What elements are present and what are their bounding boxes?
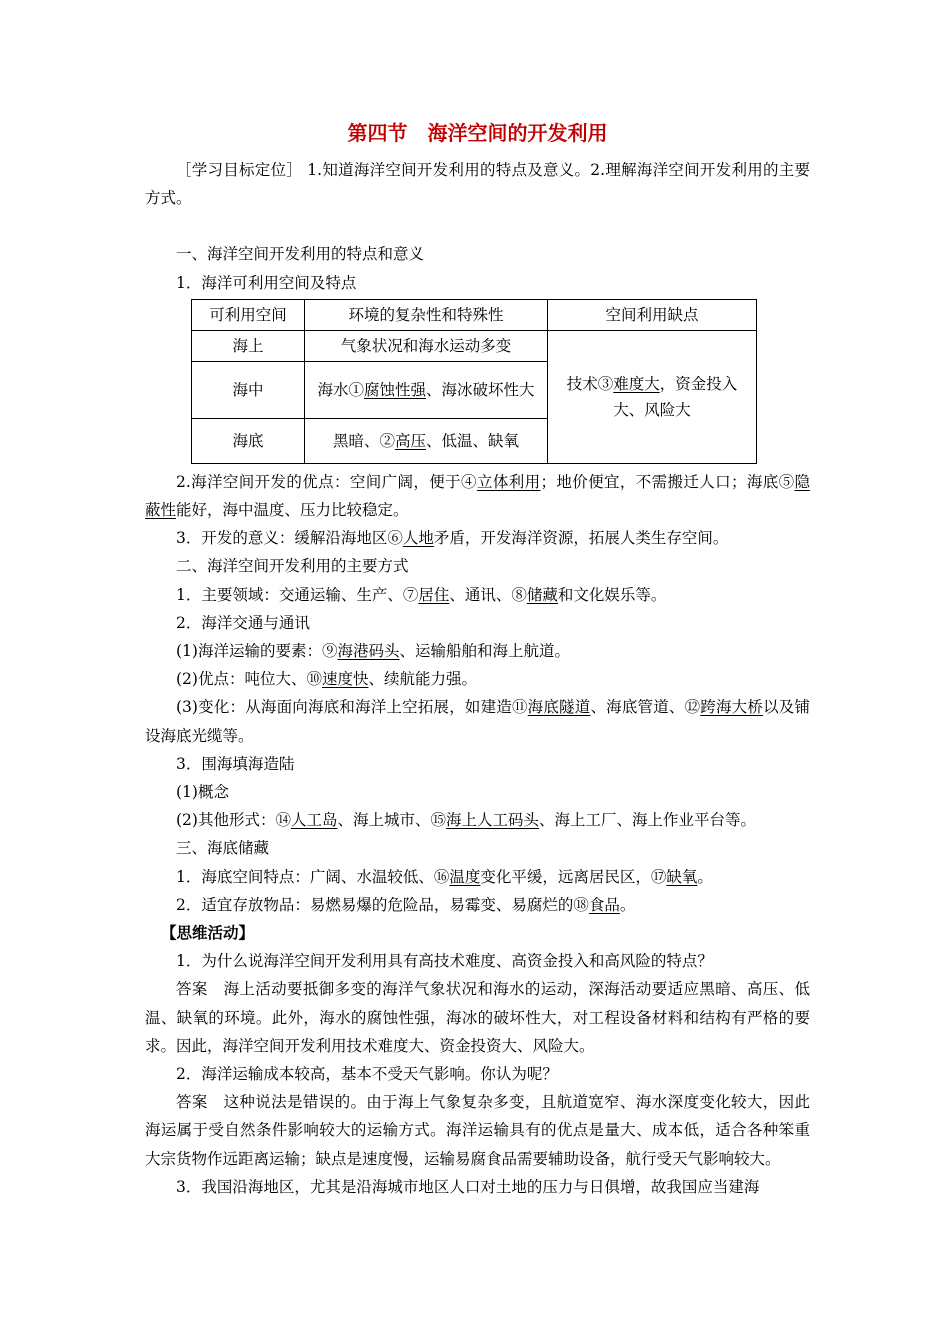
table-cell: 海水①腐蚀性强、海冰破坏性大 [305, 361, 548, 418]
section-2-heading: 二、海洋空间开发利用的主要方式 [176, 557, 409, 576]
table-cell-defect: 技术③难度大，资金投入大、风险大 [548, 330, 757, 463]
learning-objective: ［学习目标定位］ 1.知道海洋空间开发利用的特点及意义。2.理解海洋空间开发利用的主要方式。 [145, 161, 810, 208]
table-cell: 黑暗、②高压、低温、缺氧 [305, 418, 548, 463]
paragraph: (2)其他形式：⑭人工岛、海上城市、⑮海上人工码头、海上工厂、海上作业平台等。 [176, 811, 757, 830]
section-3-heading: 三、海底储藏 [176, 839, 270, 858]
section-1-heading: 一、海洋空间开发利用的特点和意义 [176, 245, 425, 264]
table-cell: 海底 [192, 418, 305, 463]
paragraph: (2)优点：吨位大、⑩速度快、续航能力强。 [176, 670, 477, 689]
answer: 答案 海上活动要抵御多变的海洋气象状况和海水的运动，深海活动要适应黑暗、高压、低温、缺氧的环境。此外，海水的腐蚀性强，海冰的破坏性大，对工程设备材料和结构有严格的要求。因此，海洋空间开发利用技术难度大、资金投资大、风险大。 [145, 980, 810, 1055]
space-table [191, 299, 757, 464]
paragraph: (1)概念 [176, 783, 229, 802]
paragraph: 2．海洋交通与通讯 [176, 613, 310, 632]
paragraph: 3．开发的意义：缓解沿海地区⑥人地矛盾，开发海洋资源，拓展人类生存空间。 [176, 529, 729, 548]
paragraph: 1．主要领域：交通运输、生产、⑦居住、通讯、⑧储藏和文化娱乐等。 [176, 585, 667, 604]
question: 2．海洋运输成本较高，基本不受天气影响。你认为呢？ [176, 1065, 558, 1084]
paragraph: 2．适宜存放物品：易燃易爆的危险品，易霉变、易腐烂的⑱食品。 [176, 895, 636, 914]
table-header: 可利用空间 [192, 299, 305, 330]
table-cell: 海中 [192, 361, 305, 418]
paragraph: (1)海洋运输的要素：⑨海港码头、运输船舶和海上航道。 [176, 642, 570, 661]
table-header: 空间利用缺点 [548, 299, 757, 330]
table-header: 环境的复杂性和特殊性 [305, 299, 548, 330]
question: 1．为什么说海洋空间开发利用具有高技术难度、高资金投入和高风险的特点？ [176, 952, 713, 971]
paragraph: 2.海洋空间开发的优点：空间广阔，便于④立体利用；地价便宜，不需搬迁人口；海底⑤隐蔽性能好，海中温度、压力比较稳定。 [145, 472, 810, 520]
table-cell: 气象状况和海水运动多变 [305, 330, 548, 361]
question: 3．我国沿海地区，尤其是沿海城市地区人口对土地的压力与日俱增，故我国应当建海 [176, 1177, 760, 1196]
page-title: 第四节 海洋空间的开发利用 [347, 121, 608, 145]
answer: 答案 这种说法是错误的。由于海上气象复杂多变，且航道宽窄、海水深度变化较大，因此海运属于受自然条件影响较大的运输方式。海洋运输具有的优点是量大、成本低，适合各种笨重大宗货物作远距离运输；缺点是速度慢，运输易腐食品需要辅助设备，航行受天气影响较大。 [145, 1093, 810, 1168]
section-1-sub-1: 1．海洋可利用空间及特点 [176, 273, 357, 292]
paragraph: (3)变化：从海面向海底和海洋上空拓展，如建造⑪海底隧道、海底管道、⑫跨海大桥以及铺设海底光缆等。 [145, 698, 810, 745]
paragraph: 1．海底空间特点：广阔、水温较低、⑯温度变化平缓，远离居民区，⑰缺氧。 [176, 867, 713, 886]
thinking-heading: 【思维活动】 [161, 923, 255, 943]
document-page [145, 118, 810, 1201]
table-cell: 海上 [192, 330, 305, 361]
paragraph: 3．围海填海造陆 [176, 754, 295, 773]
